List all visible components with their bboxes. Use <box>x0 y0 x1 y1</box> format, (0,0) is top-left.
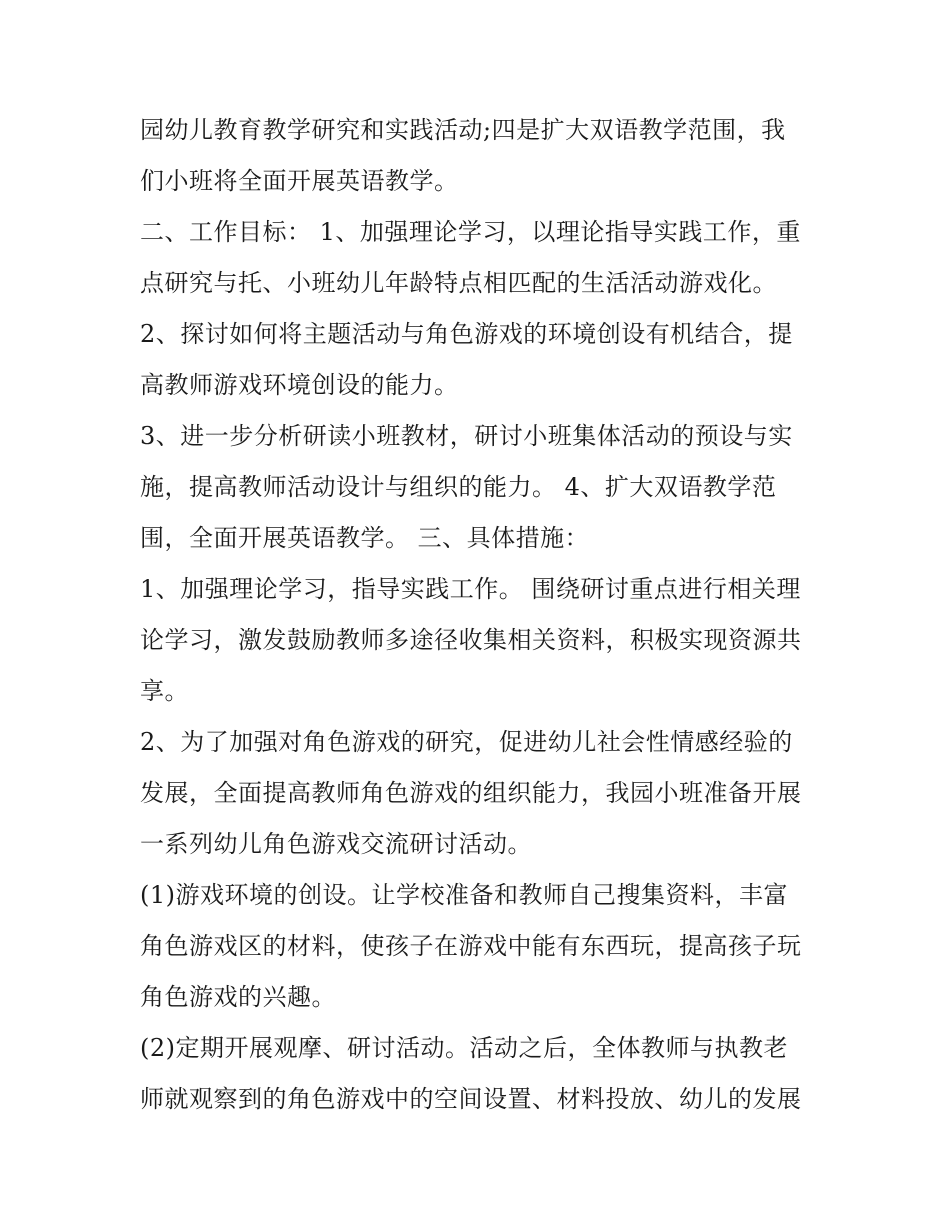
text-line: 高教师游戏环境创设的能力。 <box>140 371 459 399</box>
text-line: 享。 <box>140 677 189 705</box>
text-line: 围，全面开展英语教学。 三、具体措施： <box>140 524 590 552</box>
text-line: 发展，全面提高教师角色游戏的组织能力，我园小班准备开展 <box>140 779 802 807</box>
text-line: 们小班将全面开展英语教学。 <box>140 167 459 195</box>
text-line: 施，提高教师活动设计与组织的能力。 4、扩大双语教学范 <box>140 473 777 501</box>
text-line: 2、探讨如何将主题活动与角色游戏的环境创设有机结合，提 <box>140 320 793 348</box>
text-line: 论学习，激发鼓励教师多途径收集相关资料，积极实现资源共 <box>140 626 802 654</box>
text-line: 园幼儿教育教学研究和实践活动;四是扩大双语教学范围，我 <box>140 116 786 144</box>
text-line: 3、进一步分析研读小班教材，研讨小班集体活动的预设与实 <box>140 422 793 450</box>
text-line: (1)游戏环境的创设。让学校准备和教师自己搜集资料，丰富 <box>140 881 788 909</box>
text-line: 二、工作目标： 1、加强理论学习，以理论指导实践工作，重 <box>140 218 801 246</box>
text-line: 角色游戏区的材料，使孩子在游戏中能有东西玩，提高孩子玩 <box>140 932 802 960</box>
text-line: (2)定期开展观摩、研讨活动。活动之后，全体教师与执教老 <box>140 1034 788 1062</box>
text-line: 师就观察到的角色游戏中的空间设置、材料投放、幼儿的发展 <box>140 1085 802 1113</box>
text-line: 角色游戏的兴趣。 <box>140 983 336 1011</box>
text-line: 一系列幼儿角色游戏交流研讨活动。 <box>140 830 532 858</box>
text-line: 点研究与托、小班幼儿年龄特点相匹配的生活活动游戏化。 <box>140 269 777 297</box>
text-line: 1、加强理论学习，指导实践工作。 围绕研讨重点进行相关理 <box>140 575 801 603</box>
text-line: 2、为了加强对角色游戏的研究，促进幼儿社会性情感经验的 <box>140 728 793 756</box>
